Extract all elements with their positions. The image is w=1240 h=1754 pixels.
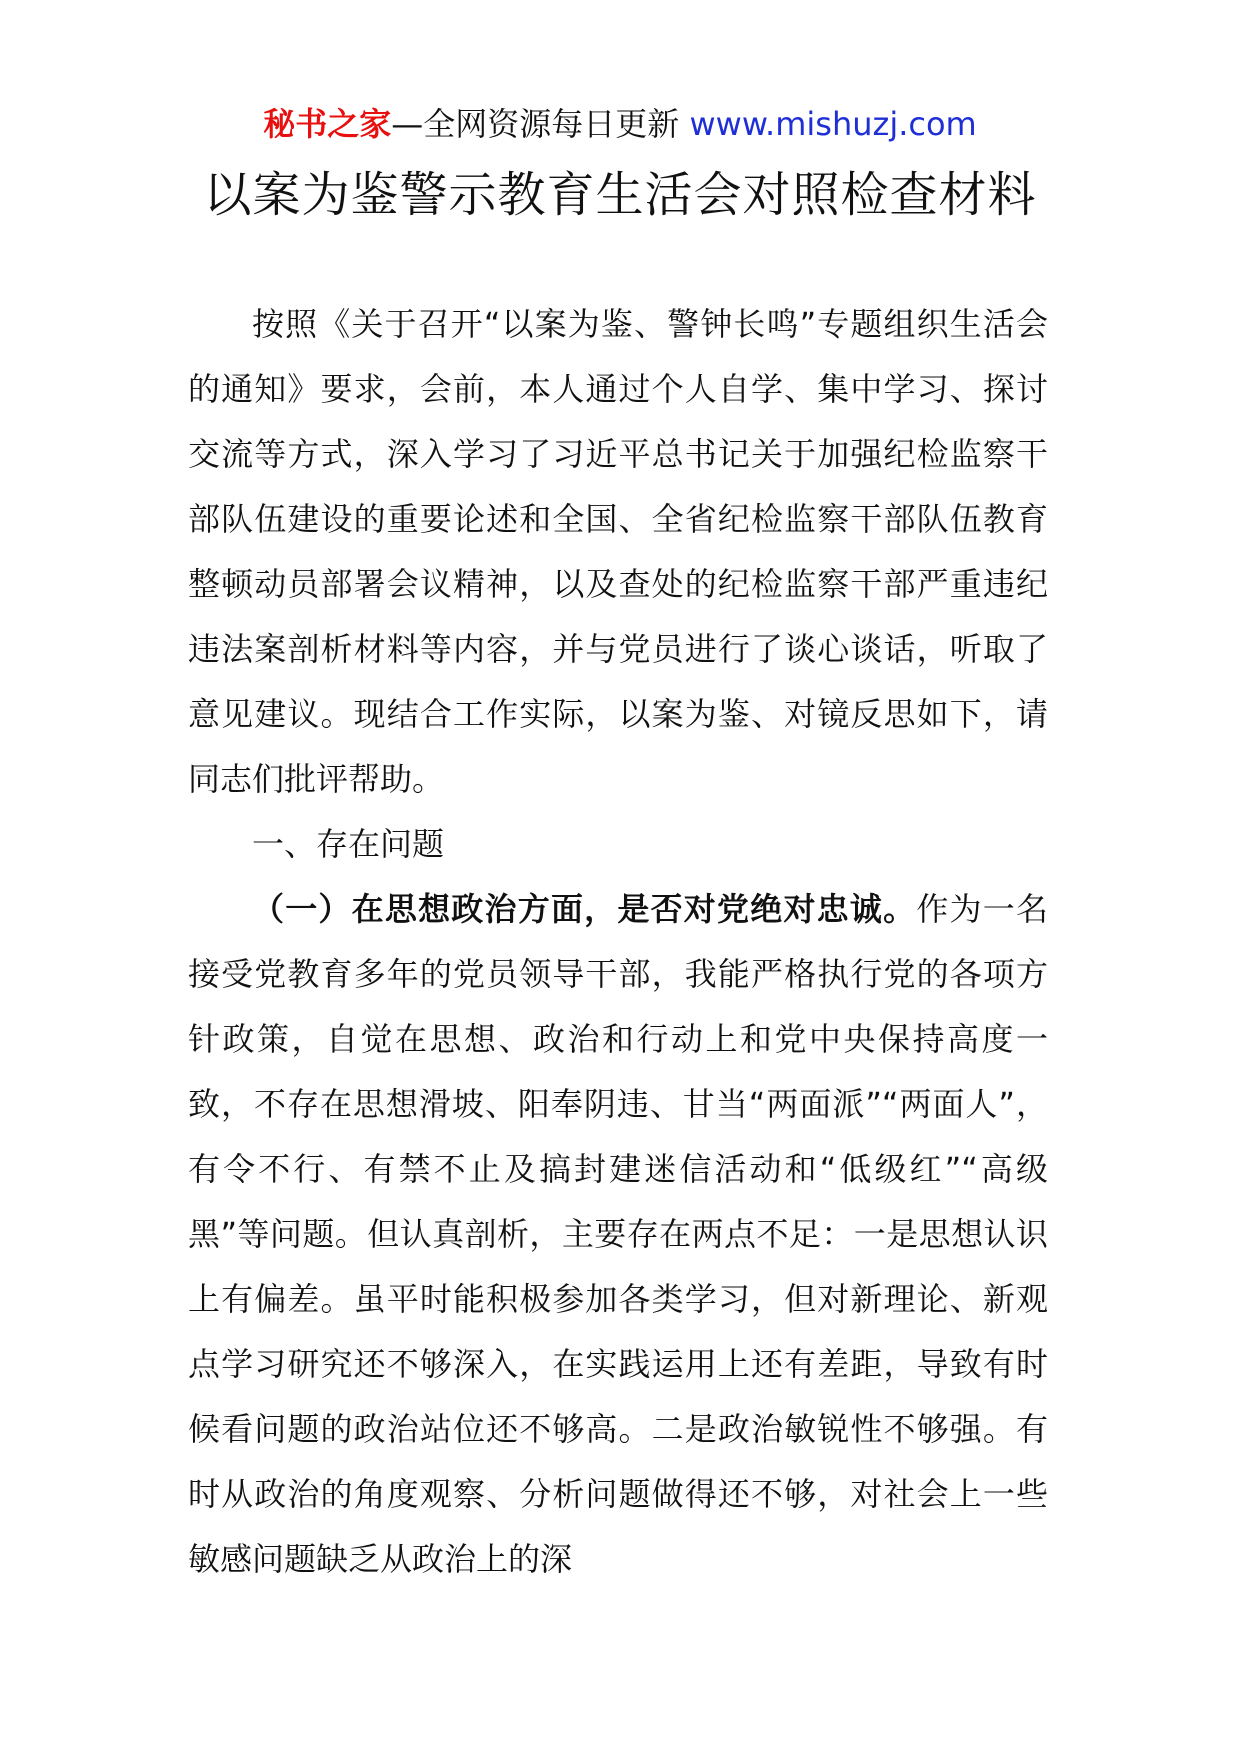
subsection-body: 作为一名接受党教育多年的党员领导干部，我能严格执行党的各项方针政策，自觉在思想、政治和行动上和党中央保持高度一致，不存在思想滑坡、阳奉阴违、甘当“两面派”“两面人”，有令不行、有禁不止及搞封建迷信活动和“低级红”“高级黑”等问题。但认真剖析，主要存在两点不足：一是思想认识上有偏差。虽平时能积极参加各类学习，但对新理论、新观点学习研究还不够深入，在实践运用上还有差距，导致有时候看问题的政治站位还不够高。二是政治敏锐性不够强。有时从政治的角度观察、分析问题做得还不够，对社会上一些敏感问题缺乏从政治上的深: [188, 890, 1048, 1578]
site-url-link[interactable]: www.mishuzj.com: [689, 105, 977, 143]
intro-paragraph: 按照《关于召开“以案为鉴、警钟长鸣”专题组织生活会的通知》要求，会前，本人通过个人自学、集中学习、探讨交流等方式，深入学习了习近平总书记关于加强纪检监察干部队伍建设的重要论述和全国、全省纪检监察干部队伍教育整顿动员部署会议精神，以及查处的纪检监察干部严重违纪违法案剖析材料等内容，并与党员进行了谈心谈话，听取了意见建议。现结合工作实际，以案为鉴、对镜反思如下，请同志们批评帮助。: [188, 305, 1048, 798]
site-header: [0, 100, 1240, 148]
subsection-heading: （一）在思想政治方面，是否对党绝对忠诚。: [252, 890, 917, 928]
document-title: 以案为鉴警示教育生活会对照检查材料: [203, 167, 1037, 223]
brand-name: 秘书之家: [263, 105, 392, 143]
subsection-paragraph: [188, 877, 1048, 1592]
section-heading: 一、存在问题: [252, 825, 445, 863]
document-body: [188, 292, 1048, 1592]
site-tagline: —全网资源每日更新: [391, 105, 680, 143]
